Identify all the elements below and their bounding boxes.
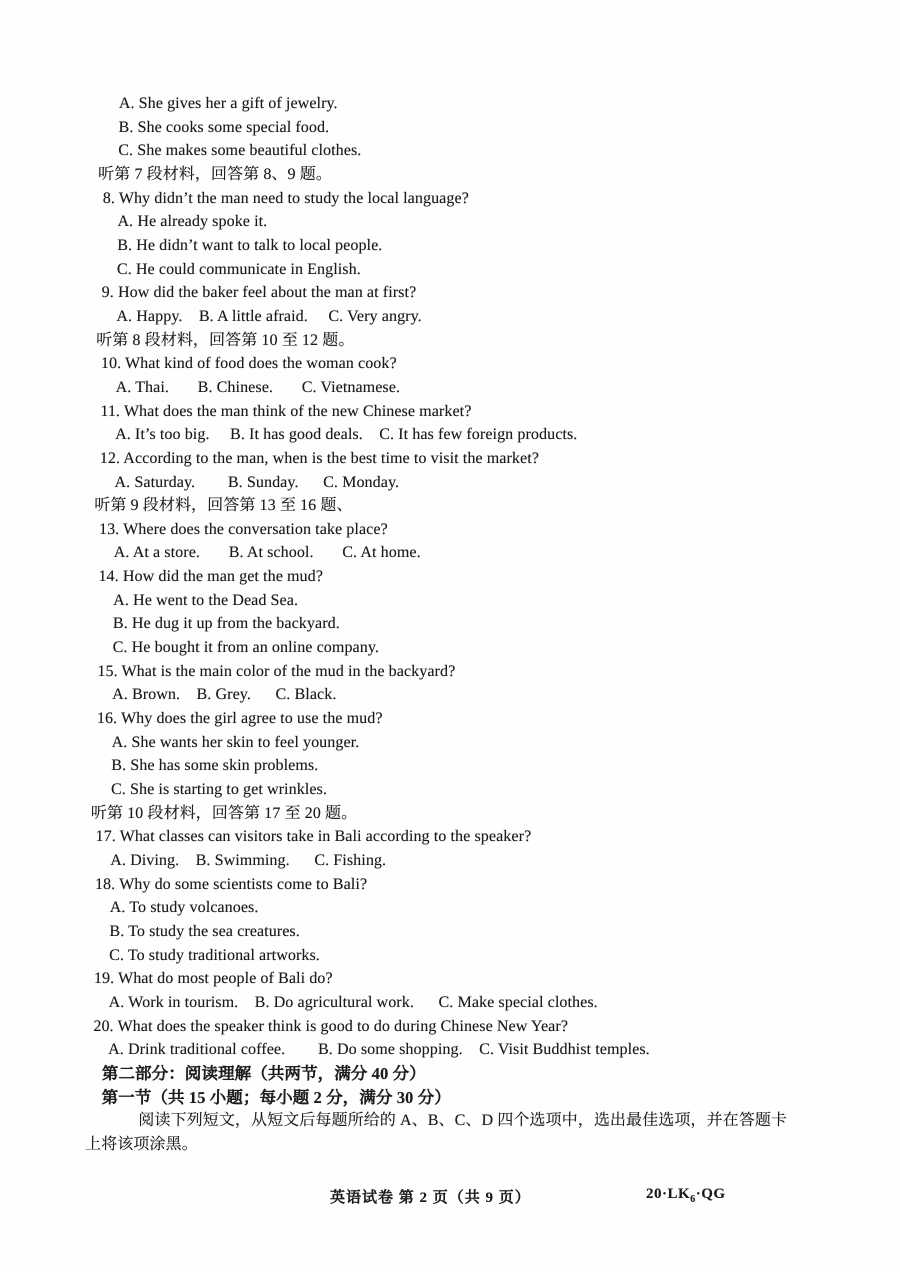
question-line: 12. According to the man, when is the best time to visit the market? xyxy=(99,449,540,467)
footer-page-label: 英语试卷 第 2 页（共 9 页） xyxy=(330,1190,531,1206)
footer-code-subscript: 6 xyxy=(690,1194,696,1205)
option-line: B. She has some skin problems. xyxy=(111,757,319,775)
option-line: A. To study volcanoes. xyxy=(109,899,259,917)
question-line: 8. Why didn’t the man need to study the local language? xyxy=(102,189,470,207)
option-line: B. She cooks some special food. xyxy=(118,118,330,136)
instruction-line: 上将该项涂黑。 xyxy=(84,1135,198,1153)
footer-code-prefix: 20·LK xyxy=(646,1186,691,1202)
options-row: A. Drink traditional coffee. B. Do some shopping. C. Visit Buddhist temples. xyxy=(108,1041,650,1059)
option-line: A. She wants her skin to feel younger. xyxy=(111,733,360,751)
question-line: 18. Why do some scientists come to Bali? xyxy=(94,875,368,893)
option-line: B. He dug it up from the backyard. xyxy=(112,615,340,633)
option-line: B. He didn’t want to talk to local people. xyxy=(117,236,383,254)
listening-section-label: 听第 9 段材料，回答第 13 至 16 题、 xyxy=(94,497,353,515)
question-line: 17. What classes can visitors take in Bali according to the speaker? xyxy=(95,828,532,846)
options-row: A. Brown. B. Grey. C. Black. xyxy=(112,686,337,704)
option-line: C. To study traditional artworks. xyxy=(109,946,321,964)
options-row: A. Diving. B. Swimming. C. Fishing. xyxy=(110,852,387,869)
options-row: A. It’s too big. B. It has good deals. C. It has few foreign products. xyxy=(115,426,578,444)
footer-code-suffix: ·QG xyxy=(695,1186,726,1202)
option-line: C. He could communicate in English. xyxy=(116,260,361,278)
options-row: A. Happy. B. A little afraid. C. Very angry. xyxy=(116,307,422,325)
exam-content xyxy=(85,92,842,1157)
options-row: A. Work in tourism. B. Do agricultural work. C. Make special clothes. xyxy=(108,993,598,1011)
option-line: A. He went to the Dead Sea. xyxy=(113,591,299,609)
option-line: A. She gives her a gift of jewelry. xyxy=(118,95,338,112)
option-line: C. She is starting to get wrinkles. xyxy=(110,781,328,799)
question-line: 9. How did the baker feel about the man at first? xyxy=(101,284,417,302)
footer-paper-code xyxy=(646,1186,726,1203)
options-row: A. Saturday. B. Sunday. C. Monday. xyxy=(114,473,400,491)
question-line: 14. How did the man get the mud? xyxy=(98,568,324,586)
question-line: 10. What kind of food does the woman cook? xyxy=(100,355,397,373)
instruction-line: 阅读下列短文，从短文后每题所给的 A、B、C、D 四个选项中，选出最佳选项，并在答题卡 xyxy=(138,1112,788,1130)
listening-section-label: 听第 7 段材料，回答第 8、9 题。 xyxy=(97,165,333,183)
option-line: C. He bought it from an online company. xyxy=(112,639,380,657)
question-line: 16. Why does the girl agree to use the mud? xyxy=(96,710,383,728)
question-line: 19. What do most people of Bali do? xyxy=(93,970,333,988)
question-line: 11. What does the man think of the new Chinese market? xyxy=(100,402,472,420)
question-line: 20. What does the speaker think is good to do during Chinese New Year? xyxy=(93,1017,569,1035)
option-line: C. She makes some beautiful clothes. xyxy=(118,142,362,160)
part-heading: 第一节（共 15 小题；每小题 2 分，满分 30 分） xyxy=(101,1087,452,1107)
options-row: A. At a store. B. At school. C. At home. xyxy=(113,544,421,562)
question-line: 13. Where does the conversation take place? xyxy=(98,520,388,538)
question-line: 15. What is the main color of the mud in the backyard? xyxy=(97,662,456,680)
part-heading: 第二部分：阅读理解（共两节，满分 40 分） xyxy=(101,1063,426,1083)
option-line: B. To study the sea creatures. xyxy=(109,922,300,940)
listening-section-label: 听第 10 段材料，回答第 17 至 20 题。 xyxy=(90,804,358,822)
option-line: A. He already spoke it. xyxy=(117,213,268,231)
listening-section-label: 听第 8 段材料，回答第 10 至 12 题。 xyxy=(96,331,355,349)
options-row: A. Thai. B. Chinese. C. Vietnamese. xyxy=(115,378,401,396)
